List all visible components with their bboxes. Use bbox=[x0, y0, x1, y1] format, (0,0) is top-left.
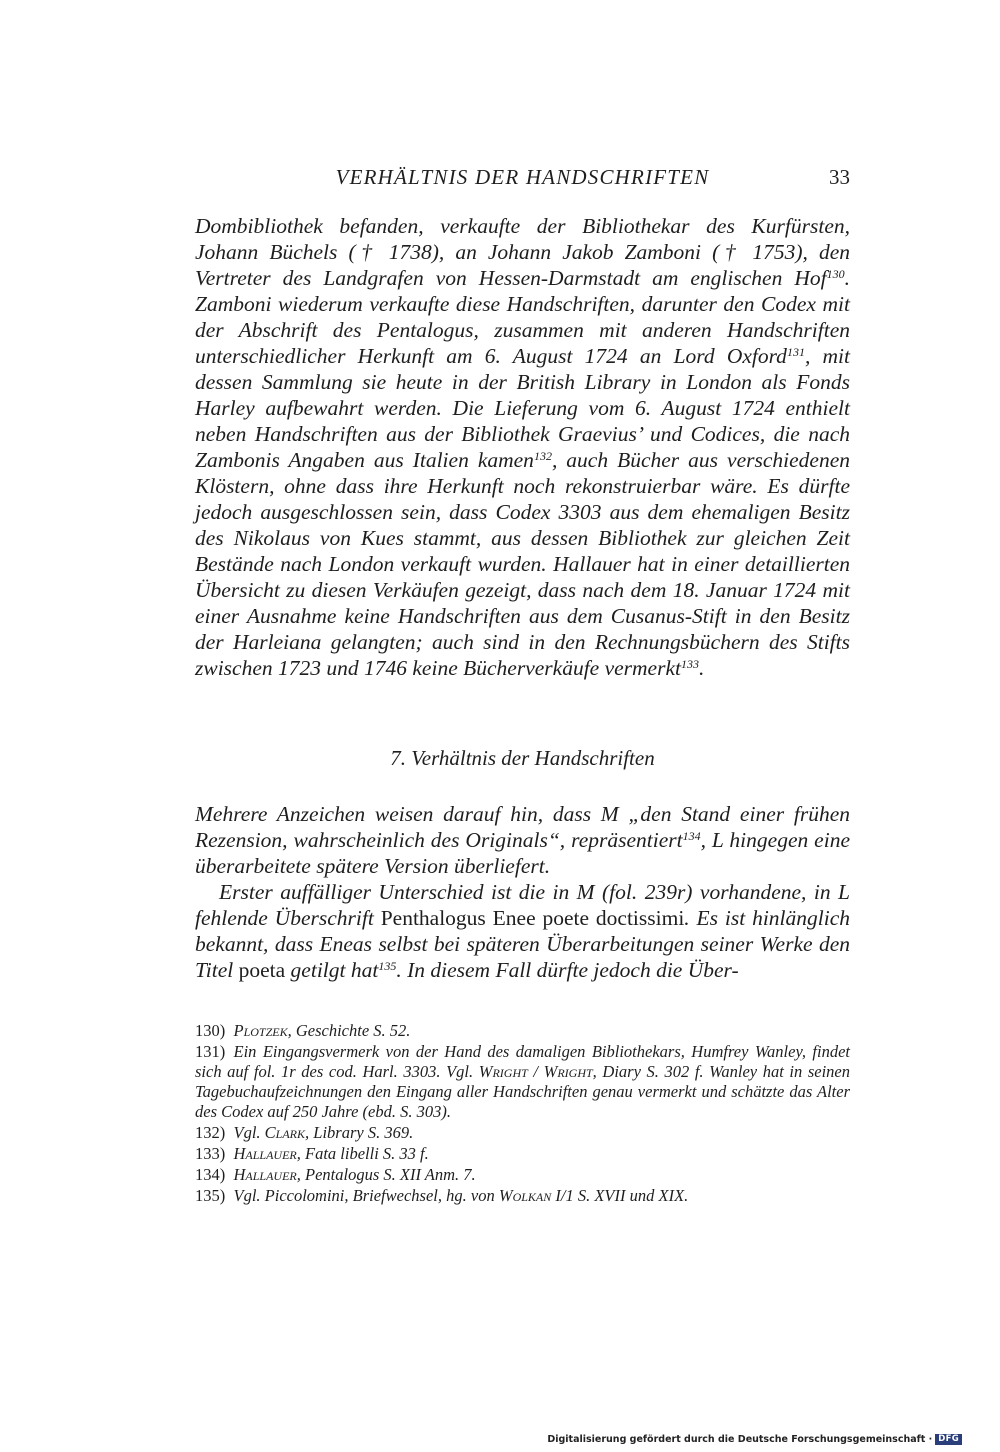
running-header bbox=[195, 163, 850, 193]
footnote-130 bbox=[195, 1021, 850, 1041]
author-name: Wolkan bbox=[498, 1186, 552, 1205]
running-title: VERHÄLTNIS DER HANDSCHRIFTEN bbox=[335, 165, 710, 189]
footnote-text: , Pentalogus S. XII Anm. 7. bbox=[296, 1165, 476, 1184]
text-run: getilgt hat bbox=[285, 958, 379, 982]
text-run: Erster auffälliger Unterschied ist die in M (fol. 239r) vorhandene, in L fehlende Überschrift bbox=[195, 880, 850, 930]
author-name: Wright bbox=[543, 1062, 593, 1081]
footnote-135 bbox=[195, 1186, 850, 1206]
text-run: , mit dessen Sammlung sie heute in der British Library in London als Fonds Harley aufbewahrt werden. Die Lieferung vom 6. August 1724 enthielt neben Handschriften aus der Bibliothek Graevius’ und Codices, die nach Zambonis Angaben aus Italien kamen bbox=[195, 344, 850, 472]
author-name: Hallauer bbox=[233, 1165, 297, 1184]
author-name: Plotzek bbox=[233, 1021, 288, 1040]
footnote-ref-132[interactable]: 132 bbox=[533, 449, 552, 463]
author-name: Wright bbox=[478, 1062, 528, 1081]
quoted-title: Penthalogus Enee poete doctissimi bbox=[380, 906, 685, 930]
footnote-ref-130[interactable]: 130 bbox=[826, 267, 845, 281]
footnote-number: 131) bbox=[195, 1042, 226, 1061]
footnote-number: 135) bbox=[195, 1186, 226, 1205]
footnote-text: Vgl. bbox=[233, 1123, 265, 1142]
footnote-text: , Geschichte S. 52. bbox=[287, 1021, 411, 1040]
quoted-word: poeta bbox=[238, 958, 286, 982]
text-run: Dombibliothek befanden, verkaufte der Bibliothekar des Kurfürsten, Johann Büchels († 1738), an Johann Jakob Zamboni († 1753), den Vertreter des Landgrafen von Hessen-Darmstadt am englischen Hof bbox=[195, 214, 850, 290]
text-run: , auch Bücher aus verschiedenen Klöstern, ohne dass ihre Herkunft noch rekonstruierbar wäre. Es dürfte jedoch ausgeschlossen sein, dass Codex 3303 aus dem ehemaligen Besitz des Nikolaus von Kues stammt, aus dessen Bibliothek zur gleichen Zeit Bestände nach London verkauft wurden. Hallauer hat in einer detaillierten Übersicht zu diesen Verkäufen gezeigt, dass nach dem 18. Januar 1724 mit einer Ausnahme keine Handschriften aus dem Cusanus-Stift in den Besitz der Harleiana gelangten; auch sind in den Rechnungsbüchern des Stifts zwischen 1723 und 1746 keine Bücherverkäufe vermerkt bbox=[195, 448, 850, 680]
footnote-ref-133[interactable]: 133 bbox=[681, 657, 699, 671]
text-run: . Zamboni wiederum verkaufte diese Handschriften, darunter den Codex mit der Abschrift des Pentalogus, zusammen mit anderen Handschriften unterschiedlicher Herkunft am 6. August 1724 an Lord Oxford bbox=[195, 266, 850, 368]
section-heading: 7. Verhältnis der Handschriften bbox=[390, 746, 655, 770]
footnote-ref-131[interactable]: 131 bbox=[786, 345, 805, 359]
footnote-text: Ein Eingangsvermerk von der Hand des damaligen Bibliothekars, Humfrey Wanley, findet sich auf fol. 1r des cod. Harl. 3303. Vgl. bbox=[195, 1042, 850, 1081]
footnote-ref-134[interactable]: 134 bbox=[682, 829, 701, 843]
text-run: . bbox=[699, 656, 705, 680]
author-name: Hallauer bbox=[233, 1144, 297, 1163]
footnote-text: / bbox=[527, 1062, 544, 1081]
footnote-134 bbox=[195, 1165, 850, 1185]
footnotes bbox=[195, 1021, 850, 1207]
footnote-133 bbox=[195, 1144, 850, 1164]
text-run: . In diesem Fall dürfte jedoch die Über- bbox=[396, 958, 739, 982]
footnote-text: I/1 S. XVII und XIX. bbox=[551, 1186, 689, 1205]
text-run: . Es ist hinlänglich bekannt, dass Eneas selbst bei späteren Überarbeitungen seiner Werke den Titel bbox=[195, 906, 850, 982]
paragraph-evidence bbox=[195, 801, 850, 879]
footnote-text: , Library S. 369. bbox=[305, 1123, 414, 1142]
dfg-logo-icon: DFG bbox=[935, 1434, 962, 1445]
footnote-text: , Fata libelli S. 33 f. bbox=[296, 1144, 429, 1163]
page-number: 33 bbox=[829, 165, 850, 189]
footnote-number: 132) bbox=[195, 1123, 226, 1142]
text-run: Mehrere Anzeichen weisen darauf hin, dass M „den Stand einer frühen Rezension, wahrscheinlich des Originals“, repräsentiert bbox=[195, 802, 850, 852]
footnote-number: 130) bbox=[195, 1021, 226, 1040]
author-name: Clark bbox=[264, 1123, 306, 1142]
paragraph-provenance bbox=[195, 213, 850, 681]
paragraph-title-difference bbox=[195, 879, 850, 983]
dfg-funding-notice bbox=[547, 1433, 962, 1445]
footnote-text: Vgl. Piccolomini, Briefwechsel, hg. von bbox=[233, 1186, 499, 1205]
footnote-text: , Diary S. 302 f. Wanley hat in seinen Tagebuchaufzeichnungen den Eingang aller Handschriften genau vermerkt und schätzte das Alter des Codex auf 250 Jahre (ebd. S. 303). bbox=[195, 1062, 850, 1121]
footnote-132 bbox=[195, 1123, 850, 1143]
footnote-131 bbox=[195, 1042, 850, 1122]
text-run: , L hingegen eine überarbeitete spätere Version überliefert. bbox=[195, 828, 850, 878]
footnote-number: 133) bbox=[195, 1144, 226, 1163]
dfg-notice-text: Digitalisierung gefördert durch die Deutsche Forschungsgemeinschaft · bbox=[547, 1433, 933, 1445]
footnote-ref-135[interactable]: 135 bbox=[378, 959, 397, 973]
footnote-number: 134) bbox=[195, 1165, 226, 1184]
